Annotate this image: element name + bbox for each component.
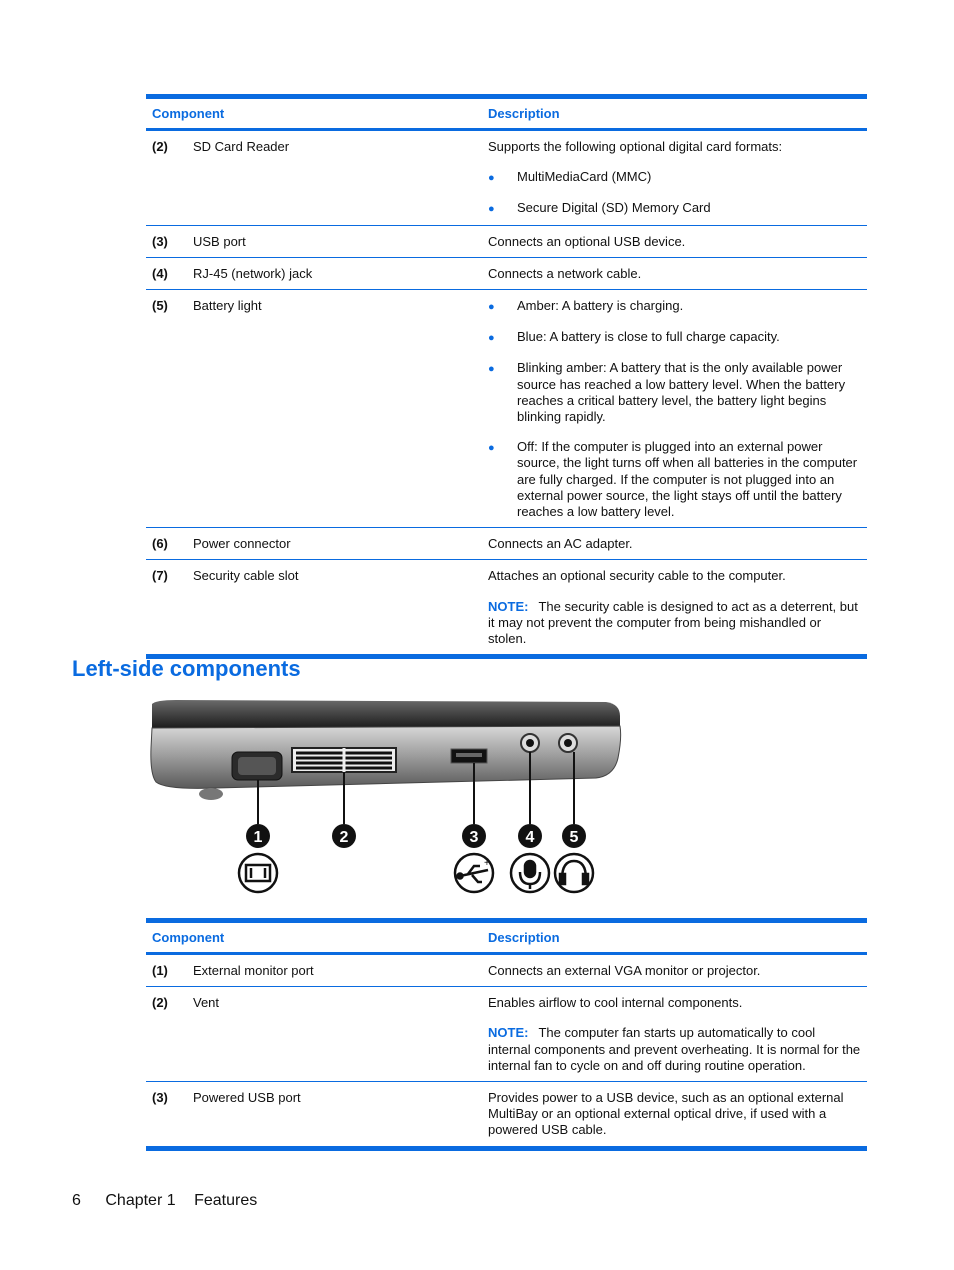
table-header [146, 923, 867, 955]
row-number: (3) [152, 233, 168, 249]
bullet-text: Amber: A battery is charging. [517, 298, 684, 314]
bullet-icon: ● [488, 203, 495, 216]
row-description [482, 568, 867, 647]
row-description: Provides power to a USB device, such as an optional external MultiBay or an optional external optical drive, if used with a powered USB cable. [488, 1090, 844, 1138]
headphone-icon [555, 854, 593, 892]
table-row [146, 258, 867, 290]
note-label: NOTE: [488, 598, 529, 614]
note [488, 1025, 861, 1074]
row-number: (5) [152, 298, 168, 314]
bullet-item [488, 200, 861, 217]
row-component: External monitor port [193, 963, 314, 978]
bullet-icon: ● [488, 301, 495, 314]
note-text: The security cable is designed to act as a deterrent, but it may not prevent the computer from being mishandled or stolen. [488, 598, 858, 647]
table-row [146, 987, 867, 1082]
header-component: Component [152, 930, 225, 945]
row-component: USB port [193, 233, 246, 249]
callout-label: 5 [569, 829, 579, 846]
monitor-icon [239, 854, 277, 892]
callout-label: 4 [525, 829, 535, 846]
row-component: SD Card Reader [193, 139, 290, 154]
page-number: 6 [72, 1192, 81, 1209]
callout-label: 1 [253, 829, 263, 846]
row-number: (7) [152, 568, 168, 584]
row-component: Vent [193, 995, 220, 1011]
chapter-label: Chapter 1 [105, 1192, 176, 1209]
row-number: (4) [152, 265, 168, 281]
table-row [146, 528, 867, 560]
laptop-foot [199, 788, 223, 800]
bullet-icon: ● [488, 442, 495, 455]
bullet-icon: ● [488, 363, 495, 376]
row-component: Power connector [193, 536, 291, 552]
table-header [146, 99, 867, 131]
bullet-icon: ● [488, 332, 495, 345]
header-description: Description [488, 930, 560, 945]
note-text: The computer fan starts up automatically to cool internal components and prevent overheating. It is normal for the internal fan to cycle on and off during routine operation. [488, 1025, 861, 1073]
bullet-item [488, 298, 861, 315]
laptop-left-side-image [146, 698, 626, 898]
callout-label: 3 [469, 829, 479, 846]
table-row [146, 290, 867, 528]
bullet-text: Blinking amber: A battery that is the only available power source has reached a low battery level. When the battery reaches a critical battery level, the battery light begins blinking rapidly. [517, 360, 846, 425]
description-text: Enables airflow to cool internal components. [488, 995, 743, 1011]
header-component: Component [152, 106, 225, 121]
bullet-item [488, 360, 861, 425]
left-side-illustration [146, 698, 626, 898]
bullet-text: Off: If the computer is plugged into an external power source, the light turns off when all batteries in the computer are fully charged. If the computer is not plugged into an external power source, the light stays off until the battery reaches a low battery level. [517, 439, 858, 520]
note-label: NOTE: [488, 1025, 529, 1041]
table-row [146, 226, 867, 258]
row-component: Battery light [193, 298, 262, 314]
table-row [146, 131, 867, 226]
row-component: RJ-45 (network) jack [193, 265, 313, 281]
bullet-text: Blue: A battery is close to full charge capacity. [517, 329, 780, 345]
bullet-item [488, 329, 861, 346]
row-description [482, 995, 867, 1074]
components-table-left-side [146, 918, 867, 1151]
row-number: (6) [152, 536, 168, 552]
row-component: Security cable slot [193, 568, 299, 584]
note [488, 599, 861, 648]
microphone-icon [511, 854, 549, 892]
table-row [146, 560, 867, 654]
vga-pins [238, 757, 276, 775]
row-number: (3) [152, 1090, 168, 1106]
bullet-icon: ● [488, 172, 495, 185]
header-description: Description [488, 106, 560, 121]
bullet-text: MultiMediaCard (MMC) [517, 169, 652, 185]
row-number: (1) [152, 963, 168, 978]
usb-icon [455, 854, 493, 892]
laptop-lid [152, 700, 620, 728]
bullet-item [488, 169, 861, 186]
svg-text:+: + [484, 858, 490, 869]
row-component: Powered USB port [193, 1090, 301, 1106]
row-number: (2) [152, 995, 168, 1011]
bullet-text: Secure Digital (SD) Memory Card [517, 200, 711, 216]
description-text: Supports the following optional digital card formats: [488, 139, 783, 154]
row-number: (2) [152, 139, 168, 154]
row-description: Connects an optional USB device. [488, 233, 686, 249]
components-table-top [146, 94, 867, 659]
section-title: Left-side components [72, 656, 301, 681]
row-description [482, 298, 867, 520]
row-description: Connects a network cable. [488, 265, 642, 281]
callout-label: 2 [339, 829, 349, 846]
row-description [482, 139, 867, 218]
table-row [146, 955, 867, 987]
bullet-item [488, 439, 861, 520]
table-row [146, 1082, 867, 1146]
page-footer [72, 1192, 277, 1210]
row-description: Connects an AC adapter. [488, 536, 633, 552]
row-description: Connects an external VGA monitor or projector. [488, 963, 761, 978]
chapter-title: Features [194, 1192, 258, 1209]
description-text: Attaches an optional security cable to the computer. [488, 568, 786, 584]
